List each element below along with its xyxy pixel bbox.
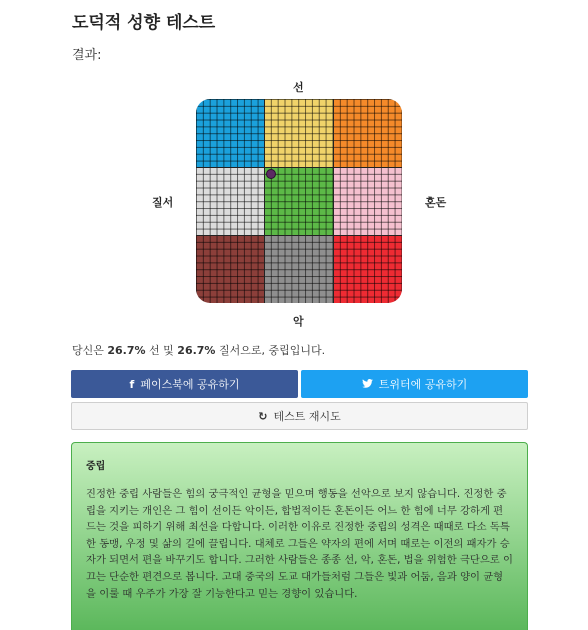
result-heading: 중립 — [86, 461, 106, 472]
axis-label-evil: 악 — [293, 315, 304, 328]
good-percent: 26.7% — [107, 344, 146, 357]
result-description-panel — [71, 442, 528, 630]
axis-label-chaotic: 혼돈 — [425, 196, 447, 209]
grid-divider — [196, 167, 402, 168]
alignment-grid — [196, 99, 402, 303]
grid-divider — [264, 99, 265, 303]
share-twitter-button[interactable] — [301, 370, 528, 398]
grid-divider — [196, 235, 402, 236]
refresh-icon: ↻ — [258, 409, 268, 423]
axis-label-lawful: 질서 — [152, 196, 174, 209]
twitter-icon — [362, 378, 373, 391]
lawful-percent: 26.7% — [177, 344, 216, 357]
share-twitter-label: 트위터에 공유하기 — [378, 378, 468, 391]
share-facebook-label: 페이스북에 공유하기 — [140, 378, 240, 391]
quadrant-lawful-neutral — [196, 167, 264, 235]
retry-test-button[interactable] — [71, 402, 528, 430]
facebook-icon: f — [129, 377, 135, 391]
result-summary: 당신은 26.7% 선 및 26.7% 질서으로, 중립입니다. — [72, 344, 326, 357]
grid-divider — [333, 99, 334, 303]
quadrant-neutral-evil — [264, 235, 333, 303]
quadrant-chaotic-evil — [333, 235, 402, 303]
quadrant-neutral-good — [264, 99, 333, 167]
quadrant-chaotic-good — [333, 99, 402, 167]
quadrant-lawful-evil — [196, 235, 264, 303]
result-label: 결과: — [72, 48, 102, 63]
axis-label-good: 선 — [293, 81, 304, 94]
share-facebook-button[interactable] — [71, 370, 298, 398]
retry-test-label: 테스트 재시도 — [273, 410, 341, 423]
quadrant-chaotic-neutral — [333, 167, 402, 235]
result-description: 진정한 중립 사람들은 힘의 궁극적인 균형을 믿으며 행동을 선악으로 보지 않습니다. 진정한 중립을 지키는 개인은 그 힘이 선이든 악이든, 합법적이든 혼돈이든 어느 한 힘에 너무 강하게 편드는 것을 피하기 위해 최선을 다합니다. 이러한 이유로 진정한 중립의 성격은 때때로 다소 독특한 동맹, 우정 및 삶의 길에 끌립니다. 대체로 그들은 약자의 편에 서며 때로는 이전의 패자가 승자가 되면서 편을 바꾸기도 합니다. 그러한 사람들은 종종 선, 악, 혼돈, 법을 위험한 극단으로 이끄는 단순한 편견으로 봅니다. 고대 중국의 도교 대가들처럼 그들은 빛과 어둠, 음과 양이 균형을 이룰 때 우주가 가장 잘 기능한다고 믿는 경향이 있습니다. — [86, 488, 513, 600]
quadrant-lawful-good — [196, 99, 264, 167]
page-title: 도덕적 성향 테스트 — [72, 13, 216, 33]
